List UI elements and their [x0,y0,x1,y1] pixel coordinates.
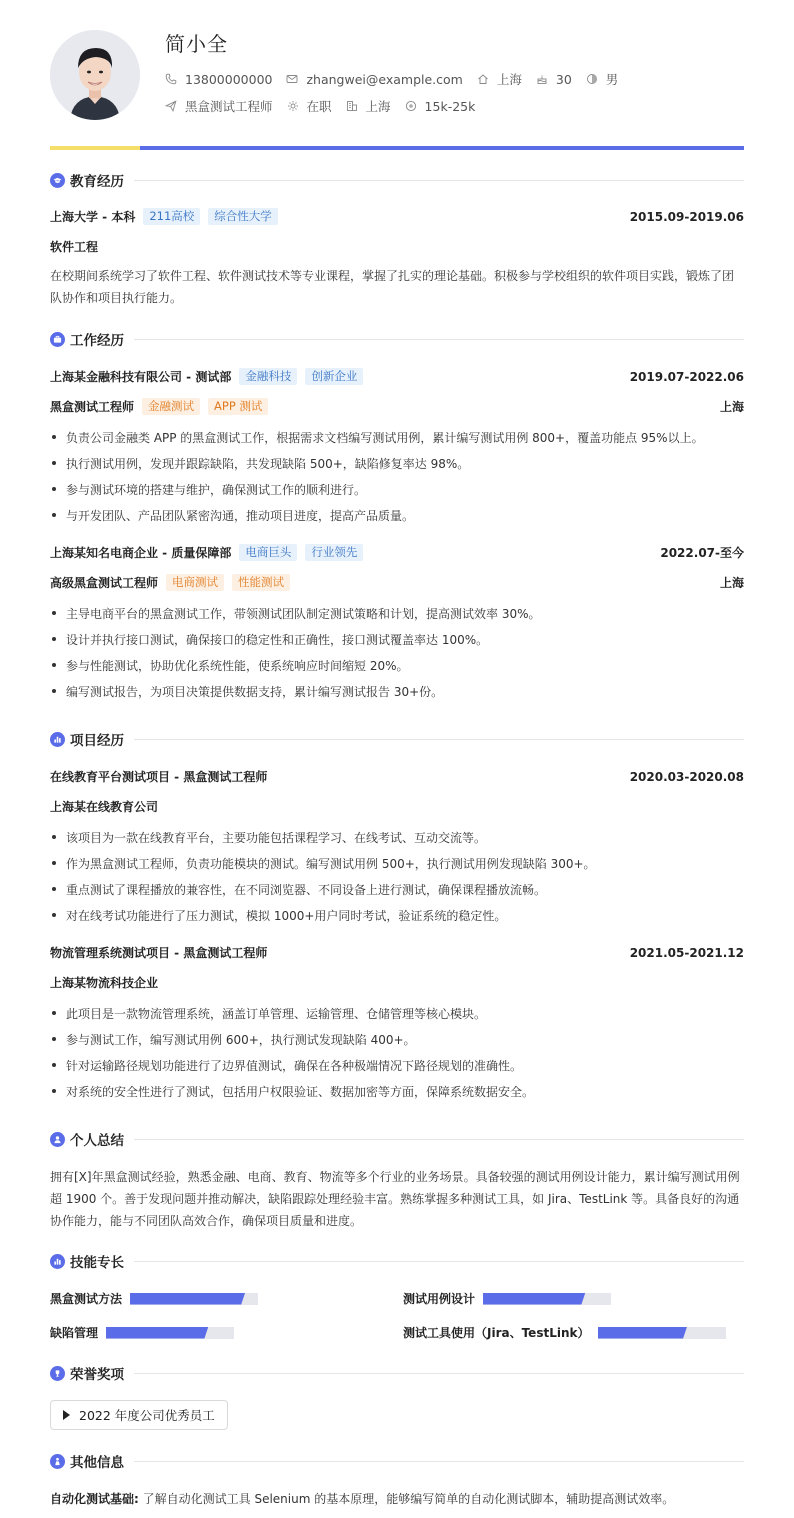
list-item: 主导电商平台的黑盒测试工作，带领测试团队制定测试策略和计划，提高测试效率 30%。 [50,605,744,622]
phone-icon [165,73,177,85]
other-info-label: 自动化测试基础: [50,1492,139,1506]
role-name: 黑盒测试工程师 [50,400,135,414]
gender-icon [586,73,598,85]
section-rule [134,339,744,340]
section-rule [134,1373,744,1374]
school-tag: 综合性大学 [208,208,278,225]
work-role-row [50,398,744,415]
award-item[interactable] [50,1400,228,1430]
building-icon [346,100,358,112]
header-divider [50,146,744,150]
skill-item [50,1324,234,1341]
work-location: 上海 [719,576,744,590]
list-item: 重点测试了课程播放的兼容性，在不同浏览器、不同设备上进行测试，确保课程播放流畅。 [50,881,744,898]
company-tag: 电商巨头 [239,544,297,561]
city-info [477,70,522,88]
skill-bar-fill [130,1293,245,1305]
email-info [286,72,462,87]
skill-bar [106,1327,234,1339]
project-org-row [50,798,744,815]
skill-bar-fill [106,1327,208,1339]
skill-item [403,1290,611,1307]
list-item: 作为黑盒测试工程师，负责功能模块的测试。编写测试用例 500+，执行测试用例发现缺陷 300+。 [50,855,744,872]
project-date: 2021.05-2021.12 [629,945,744,960]
section-heading: 个人总结 [70,1133,124,1149]
section-rule [134,180,744,181]
project-date: 2020.03-2020.08 [629,769,744,784]
job-info [165,97,273,115]
skill-bar [483,1293,611,1305]
project-name: 在线教育平台测试项目 - 黑盒测试工程师 [50,770,268,784]
coin-icon [405,100,417,112]
skill-name: 测试用例设计 [403,1292,476,1306]
status-text: 在职 [306,99,332,114]
awards-section-title [50,1363,744,1383]
skill-bar [598,1327,726,1339]
project-header [50,768,744,785]
section-rule [134,1461,744,1462]
phone-text: 13800000000 [185,71,273,87]
section-heading: 工作经历 [70,333,124,349]
education-date: 2015.09-2019.06 [629,209,744,224]
school-tag: 211高校 [143,208,200,225]
role-name: 高级黑盒测试工程师 [50,576,159,590]
header-divider-accent [50,146,140,150]
skills-section-title [50,1251,744,1271]
caret-right-icon [63,1410,70,1420]
cake-icon [536,73,548,85]
company-tag: 创新企业 [305,368,363,385]
company-name: 上海某知名电商企业 - 质量保障部 [50,546,232,560]
summary-section-title [50,1129,744,1149]
list-item: 执行测试用例，发现并跟踪缺陷，共发现缺陷 500+，缺陷修复率达 98%。 [50,455,744,472]
candidate-name: 简小全 [165,32,228,56]
skill-name: 缺陷管理 [50,1326,99,1340]
list-item: 该项目为一款在线教育平台，主要功能包括课程学习、在线考试、互动交流等。 [50,829,744,846]
list-item: 与开发团队、产品团队紧密沟通，推动项目进度，提高产品质量。 [50,507,744,524]
list-item: 参与性能测试，协助优化系统性能，使系统响应时间缩短 20%。 [50,657,744,674]
role-tag: 电商测试 [166,574,224,591]
home-icon [477,73,489,85]
major-row [50,238,744,255]
list-item: 设计并执行接口测试，确保接口的稳定性和正确性，接口测试覆盖率达 100%。 [50,631,744,648]
projects-section-title [50,729,744,749]
age-text: 30 [555,71,572,87]
skill-bar-fill [598,1327,688,1339]
section-heading: 其他信息 [70,1455,124,1471]
salary-text: 15k-25k [424,98,476,114]
other-section-title [50,1451,744,1471]
award-text: 2022 年度公司优秀员工 [79,1408,215,1423]
skill-item [50,1290,258,1307]
list-item: 对在线考试功能进行了压力测试，模拟 1000+用户同时考试，验证系统的稳定性。 [50,907,744,924]
section-heading: 荣誉奖项 [70,1367,124,1383]
list-item: 针对运输路径规划功能进行了边界值测试，确保在各种极端情况下路径规划的准确性。 [50,1057,744,1074]
contact-info-row [165,70,632,88]
list-item: 参与测试环境的搭建与维护，确保测试工作的顺利进行。 [50,481,744,498]
other-info-text: 了解自动化测试工具 Selenium 的基本原理，能够编写简单的自动化测试脚本，辅助提高测试效率。 [142,1492,675,1506]
major-name: 软件工程 [50,240,99,254]
list-item: 此项目是一款物流管理系统，涵盖订单管理、运输管理、仓储管理等核心模块。 [50,1005,744,1022]
company-name: 上海某金融科技有限公司 - 测试部 [50,370,232,384]
gender-info [586,70,619,88]
user-icon [50,1132,65,1147]
send-icon [165,100,177,112]
section-rule [134,1261,744,1262]
work-role-row [50,574,744,591]
trophy-icon [50,1366,65,1381]
education-section-title [50,170,744,190]
graduation-cap-icon [50,173,65,188]
education-header [50,208,744,225]
work-company-row [50,368,744,385]
skill-bar [130,1293,258,1305]
project-org: 上海某在线教育公司 [50,800,159,814]
work-date: 2019.07-2022.06 [629,369,744,384]
skill-item [403,1324,726,1341]
section-heading: 教育经历 [70,174,124,190]
role-tag: 金融测试 [142,398,200,415]
users-icon [50,1454,65,1469]
section-heading: 技能专长 [70,1255,124,1271]
project-org: 上海某物流科技企业 [50,976,159,990]
target-city-text: 上海 [365,99,391,114]
age-info [536,72,572,87]
skill-bar-fill [483,1293,585,1305]
chart-bar-icon [50,1254,65,1269]
education-description: 在校期间系统学习了软件工程、软件测试技术等专业课程，掌握了扎实的理论基础。积极参与学校组织的软件项目实践，锻炼了团队协作和项目执行能力。 [50,269,735,305]
job-text: 黑盒测试工程师 [185,99,273,114]
section-heading: 项目经历 [70,733,124,749]
gender-text: 男 [605,72,619,87]
company-tag: 金融科技 [239,368,297,385]
avatar [50,30,140,120]
work-company-row [50,544,744,561]
city-text: 上海 [496,72,522,87]
avatar-photo [50,30,140,120]
summary-text: 拥有[X]年黑盒测试经验，熟悉金融、电商、教育、物流等多个行业的业务场景。具备较强的测试用例设计能力，累计编写测试用例超 1900 个。善于发现问题并推动解决，缺陷跟踪处理经验丰富。熟练掌握多种测试工具，如 Jira、TestLink 等。具备良好的沟通协作能力，能与不同团队高效合作，确保项目质量和进度。 [50,1170,740,1228]
other-info-row [50,1490,674,1507]
section-rule [134,739,744,740]
email-text: zhangwei@example.com [306,71,463,87]
list-item: 参与测试工作，编写测试用例 600+，执行测试发现缺陷 400+。 [50,1031,744,1048]
mail-icon [286,73,298,85]
school-name: 上海大学 - 本科 [50,210,136,224]
status-info [287,97,332,115]
skill-name: 黑盒测试方法 [50,1292,123,1306]
project-header [50,944,744,961]
list-item: 对系统的安全性进行了测试，包括用户权限验证、数据加密等方面，保障系统数据安全。 [50,1083,744,1100]
skill-name: 测试工具使用（Jira、TestLink） [403,1326,590,1340]
list-item: 负责公司金融类 APP 的黑盒测试工作，根据需求文档编写测试用例，累计编写测试用例 800+，覆盖功能点 95%以上。 [50,429,744,446]
work-date: 2022.07-至今 [660,546,744,560]
role-tag: APP 测试 [208,398,268,415]
list-item: 编写测试报告，为项目决策提供数据支持，累计编写测试报告 30+份。 [50,683,744,700]
chart-bar-icon [50,732,65,747]
work-section-title [50,329,744,349]
salary-info [405,99,476,114]
section-rule [134,1139,744,1140]
work-location: 上海 [719,400,744,414]
job-info-row [165,97,489,115]
project-org-row [50,974,744,991]
phone-info [165,72,272,87]
briefcase-icon [50,332,65,347]
role-tag: 性能测试 [232,574,290,591]
target-city-info [346,97,391,115]
company-tag: 行业领先 [305,544,363,561]
project-name: 物流管理系统测试项目 - 黑盒测试工程师 [50,946,268,960]
settings-icon [287,100,299,112]
